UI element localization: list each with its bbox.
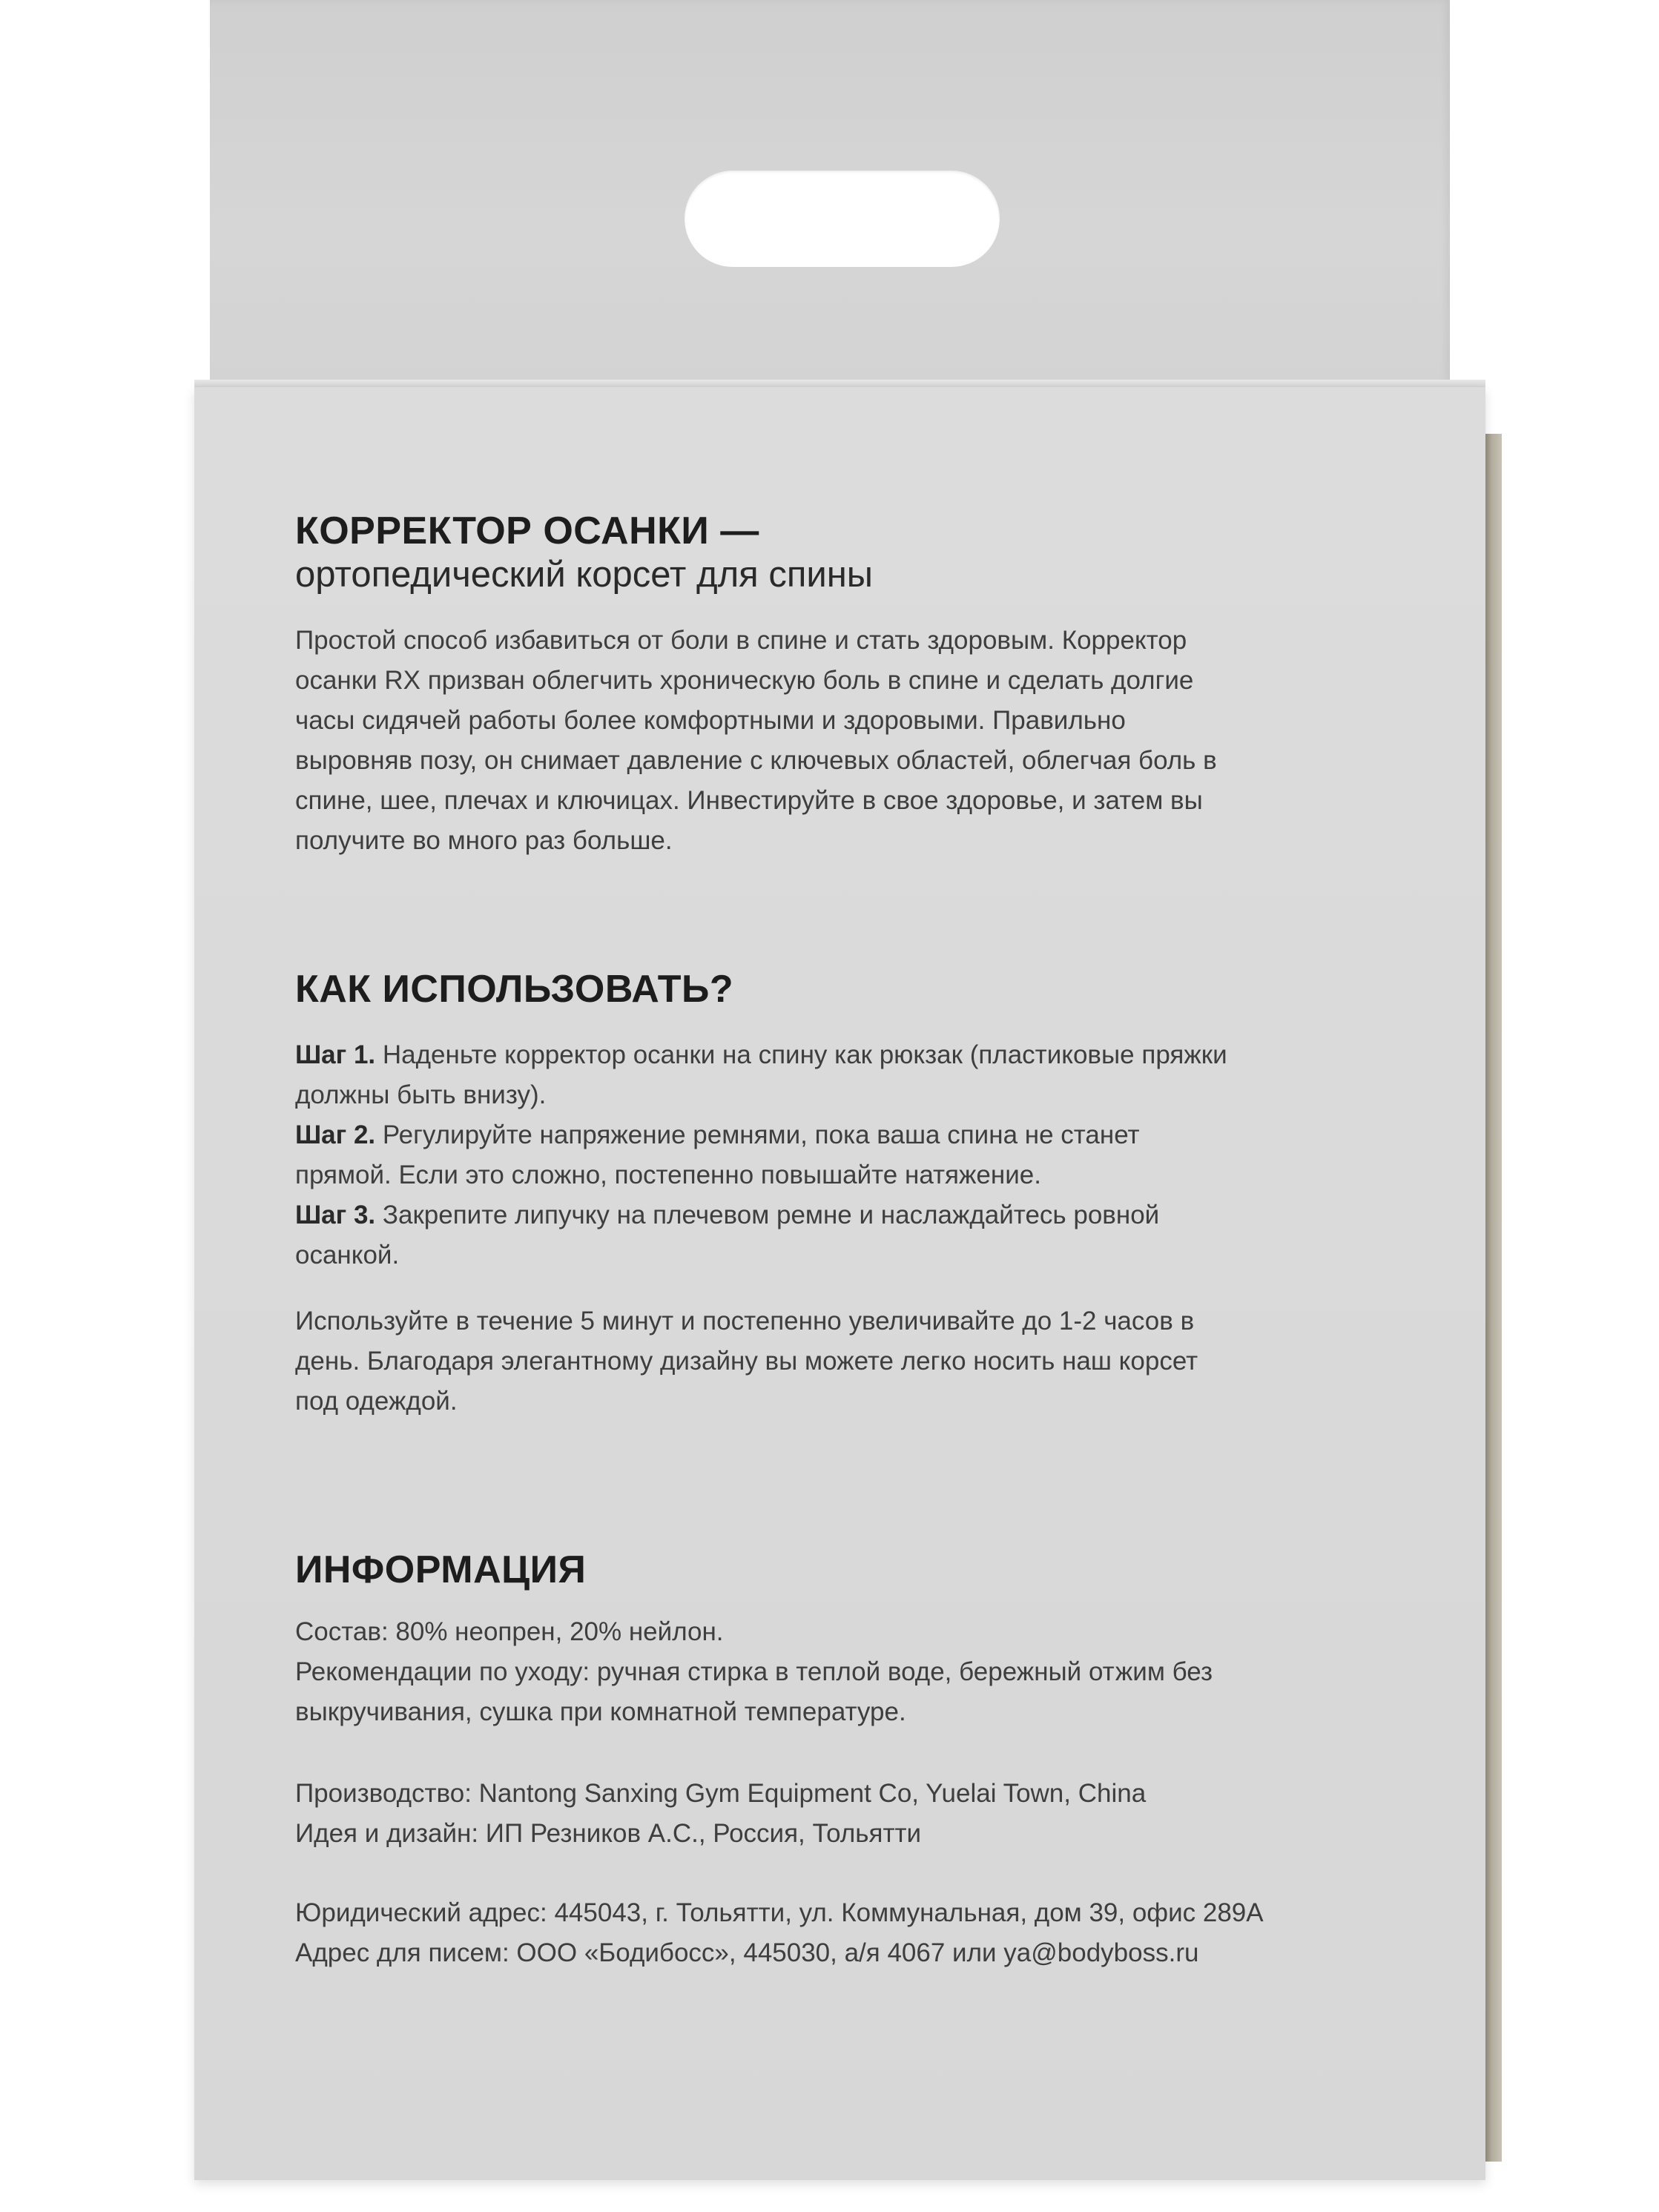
- step-2-continued: прямой. Если это сложно, постепенно повышайте натяжение.: [295, 1161, 1041, 1189]
- mail-address-text: Адрес для писем: ООО «Бодибосс», 445030, а/я 4067 или ya@bodyboss.ru: [295, 1938, 1199, 1967]
- production-block: [295, 1774, 1408, 1854]
- info-heading: ИНФОРМАЦИЯ: [295, 1548, 587, 1591]
- usage-line: день. Благодаря элегантному дизайну вы можете легко носить наш корсет: [295, 1347, 1198, 1376]
- intro-line: спине, шее, плечах и ключицах. Инвестируйте в свое здоровье, и затем вы: [295, 786, 1203, 815]
- intro-line: Простой способ избавиться от боли в спине и стать здоровым. Корректор: [295, 626, 1187, 655]
- legal-address-text: Юридический адрес: 445043, г. Тольятти, ул. Коммунальная, дом 39, офис 289А: [295, 1898, 1264, 1927]
- production-text: Производство: Nantong Sanxing Gym Equipment Co, Yuelai Town, China: [295, 1779, 1147, 1808]
- step-2: [295, 1115, 1408, 1155]
- step-text: Закрепите липучку на плечевом ремне и наслаждайтесь ровной: [375, 1201, 1160, 1229]
- step-1-continued: должны быть внизу).: [295, 1080, 547, 1109]
- usage-line: под одеждой.: [295, 1387, 458, 1416]
- composition-care-block: [295, 1612, 1408, 1732]
- usage-paragraph: [295, 1301, 1408, 1422]
- intro-paragraph: [295, 621, 1408, 861]
- steps-list: [295, 1035, 1408, 1275]
- usage-line: Используйте в течение 5 минут и постепенно увеличивайте до 1-2 часов в: [295, 1307, 1195, 1336]
- design-text: Идея и дизайн: ИП Резников А.С., Россия, Тольятти: [295, 1819, 922, 1848]
- step-1: [295, 1035, 1408, 1075]
- step-text: Наденьте корректор осанки на спину как рюкзак (пластиковые пряжки: [375, 1040, 1227, 1069]
- product-subtitle: ортопедический корсет для спины: [295, 555, 873, 595]
- step-3-continued: осанкой.: [295, 1241, 400, 1270]
- composition-text: Состав: 80% неопрен, 20% нейлон.: [295, 1617, 724, 1646]
- product-title: КОРРЕКТОР ОСАНКИ —: [295, 509, 759, 552]
- intro-line: получите во много раз больше.: [295, 826, 673, 855]
- step-3: [295, 1195, 1408, 1235]
- box-side-edge: [1485, 434, 1502, 2162]
- step-label: Шаг 3.: [295, 1201, 376, 1229]
- intro-line: часы сидячей работы более комфортными и здоровыми. Правильно: [295, 706, 1126, 735]
- how-to-heading: КАК ИСПОЛЬЗОВАТЬ?: [295, 968, 734, 1011]
- address-block: [295, 1893, 1408, 1973]
- care-text-continued: выкручивания, сушка при комнатной температуре.: [295, 1697, 906, 1726]
- intro-line: выровняв позу, он снимает давление с ключевых областей, облегчая боль в: [295, 746, 1217, 775]
- step-label: Шаг 1.: [295, 1040, 376, 1069]
- hang-hole: [685, 171, 1000, 267]
- care-text: Рекомендации по уходу: ручная стирка в теплой воде, бережный отжим без: [295, 1657, 1213, 1686]
- intro-line: осанки RX призван облегчить хроническую боль в спине и сделать долгие: [295, 666, 1194, 695]
- step-text: Регулируйте напряжение ремнями, пока ваша спина не станет: [375, 1120, 1140, 1149]
- step-label: Шаг 2.: [295, 1120, 376, 1149]
